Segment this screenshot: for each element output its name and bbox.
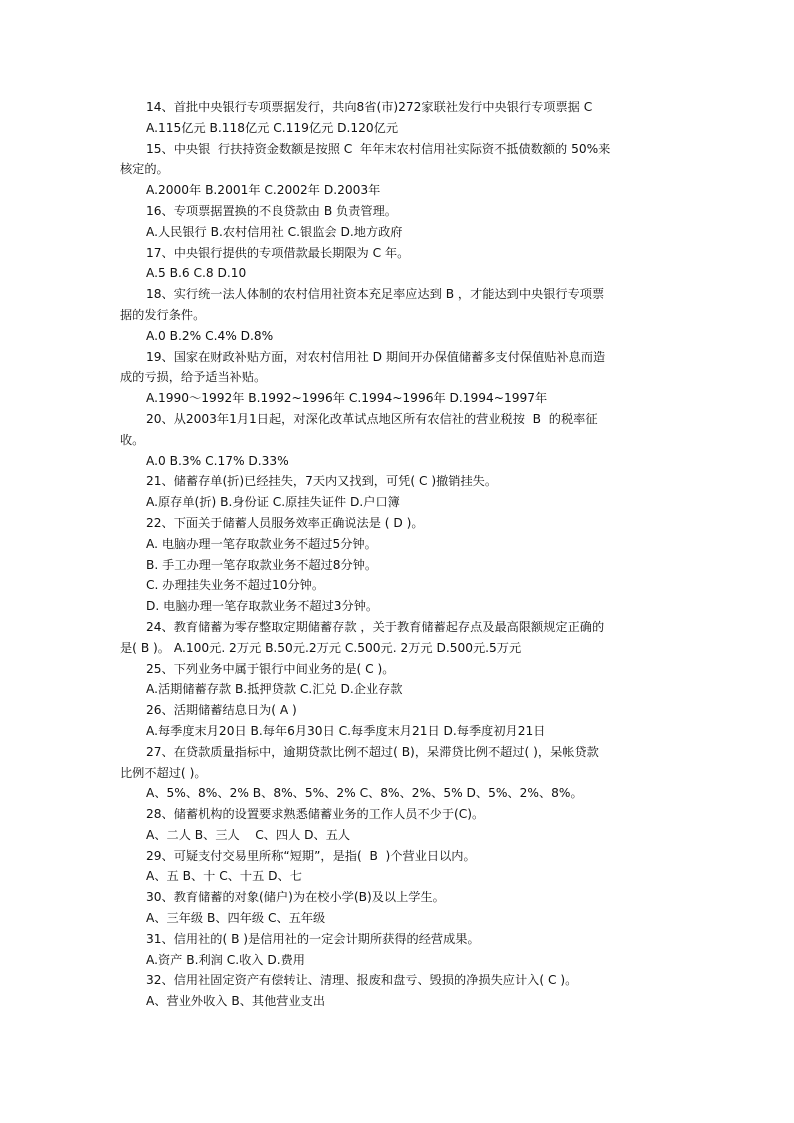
options-line: A.活期储蓄存款 B.抵押贷款 C.汇兑 D.企业存款 [146, 682, 403, 697]
question-line: 28、储蓄机构的设置要求熟悉储蓄业务的工作人员不少于(C)。 [146, 807, 485, 822]
options-line: A.0 B.3% C.17% D.33% [146, 453, 289, 468]
options-line: A、三年级 B、四年级 C、五年级 [146, 911, 326, 926]
options-line: A. 电脑办理一笔存取款业务不超过5分钟。 [146, 536, 377, 551]
question-line: 22、下面关于储蓄人员服务效率正确说法是 ( D )。 [146, 515, 424, 530]
options-line: A.2000年 B.2001年 C.2002年 D.2003年 [146, 183, 381, 198]
options-line: A.每季度末月20日 B.每年6月30日 C.每季度末月21日 D.每季度初月21日 [146, 723, 546, 738]
question-line: 25、下列业务中属于银行中间业务的是( C )。 [146, 661, 395, 676]
options-line: D. 电脑办理一笔存取款业务不超过3分钟。 [146, 599, 379, 614]
options-line: A、5%、8%、2% B、8%、5%、2% C、8%、2%、5% D、5%、2%、8%。 [146, 786, 583, 801]
question-line: 27、在贷款质量指标中，逾期贷款比例不超过( B)，呆滞贷比例不超过( )，呆帐贷款 [146, 744, 599, 759]
question-line: 21、储蓄存单(折)已经挂失，7天内又找到，可凭( C )撤销挂失。 [146, 474, 498, 489]
options-line: C. 办理挂失业务不超过10分钟。 [146, 578, 325, 593]
question-line: 26、活期储蓄结息日为( A ) [146, 703, 297, 718]
question-line: 20、从2003年1月1日起，对深化改革试点地区所有农信社的营业税按 B 的税率征 [146, 411, 598, 426]
options-line: A、营业外收入 B、其他营业支出 [146, 994, 326, 1009]
continuation-line: 比例不超过( )。 [120, 765, 207, 780]
question-line: 24、教育储蓄为零存整取定期储蓄存款 ，关于教育储蓄起存点及最高限额规定正确的 [146, 619, 605, 634]
question-line: 18、实行统一法人体制的农村信用社资本充足率应达到 B ，才能达到中央银行专项票 [146, 287, 605, 302]
question-line: 19、国家在财政补贴方面，对农村信用社 D 期间开办保值储蓄多支付保值贴补息而造 [146, 349, 606, 364]
options-line: A、二人 B、三人 C、四人 D、五人 [146, 827, 351, 842]
question-line: 17、中央银行提供的专项借款最长期限为 C 年。 [146, 245, 410, 260]
question-line: 32、信用社固定资产有偿转让、清理、报废和盘亏、毁损的净损失应计入( C )。 [146, 973, 578, 988]
options-line: A.115亿元 B.118亿元 C.119亿元 D.120亿元 [146, 120, 399, 135]
question-line: 31、信用社的( B )是信用社的一定会计期所获得的经营成果。 [146, 931, 480, 946]
options-line: A.1990～1992年 B.1992~1996年 C.1994~1996年 D.1994~1997年 [146, 391, 548, 406]
continuation-line: 核定的。 [120, 162, 169, 177]
question-line: 29、可疑支付交易里所称“短期”，是指( B )个营业日以内。 [146, 848, 476, 863]
options-line: A、五 B、十 C、十五 D、七 [146, 869, 302, 884]
options-line: A.资产 B.利润 C.收入 D.费用 [146, 952, 305, 967]
options-line: B. 手工办理一笔存取款业务不超过8分钟。 [146, 557, 378, 572]
question-line: 30、教育储蓄的对象(储户)为在校小学(B)及以上学生。 [146, 890, 445, 905]
options-line: A.5 B.6 C.8 D.10 [146, 266, 247, 281]
continuation-line: 据的发行条件。 [120, 307, 206, 322]
document-body [120, 97, 680, 1012]
continuation-line: 是( B )。 A.100元. 2万元 B.50元.2万元 C.500元. 2万元 D.500元.5万元 [120, 640, 522, 655]
question-line: 15、中央银 行扶持资金数额是按照 C 年年末农村信用社实际资不抵债数额的 50%来 [146, 141, 611, 156]
continuation-line: 收。 [120, 432, 145, 447]
options-line: A.0 B.2% C.4% D.8% [146, 328, 274, 343]
continuation-line: 成的亏损，给予适当补贴。 [120, 370, 267, 385]
question-line: 16、专项票据置换的不良贷款由 B 负责管理。 [146, 203, 397, 218]
options-line: A.人民银行 B.农村信用社 C.银监会 D.地方政府 [146, 224, 403, 239]
options-line: A.原存单(折) B.身份证 C.原挂失证件 D.户口簿 [146, 495, 400, 510]
question-line: 14、首批中央银行专项票据发行，共向8省(市)272家联社发行中央银行专项票据 C [146, 100, 593, 114]
